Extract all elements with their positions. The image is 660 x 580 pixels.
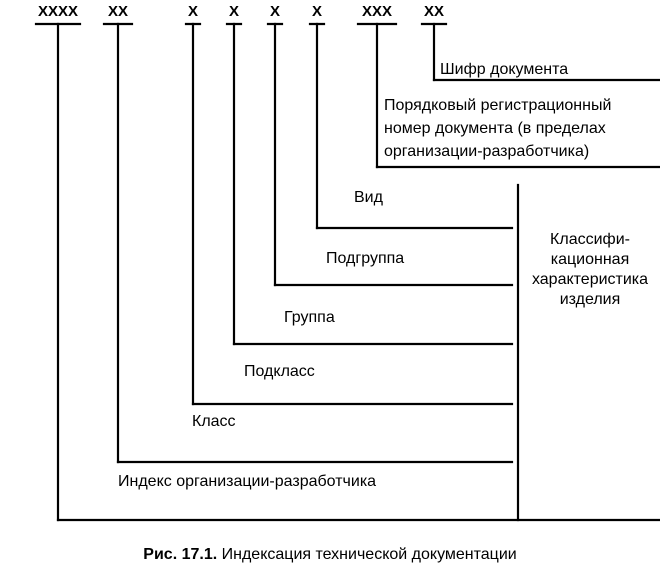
vertical-leaders [58,24,434,520]
figure-caption-text: Индексация технической документации [221,546,517,563]
label-reg-number-line1: Порядковый регистрационный [384,97,612,114]
code-doc-cipher: XX [423,3,445,20]
label-classification-2: кационная [550,251,630,268]
figure-number: Рис. 17.1. [143,546,218,563]
code-group: X [269,3,281,20]
label-class: Класс [192,413,236,430]
label-org-index: Индекс организации-разработчика [118,473,377,490]
label-doc-cipher: Шифр документа [440,61,569,78]
label-type: Вид [354,189,383,206]
label-classification-1: Классифи- [550,231,630,248]
label-group: Группа [284,309,335,326]
label-reg-number-line3: организации-разработчика) [384,143,590,160]
code-org: XX [107,3,129,20]
label-classification-3: характеристика [531,271,649,288]
code-reg-number: XXX [361,3,393,20]
label-subclass: Подкласс [244,363,315,380]
code-org-index: XXXX [37,3,79,20]
label-subgroup: Подгруппа [326,250,405,267]
code-class: X [187,3,199,20]
label-classification-4: изделия [559,291,621,308]
figure-caption [0,546,660,564]
label-reg-number-line2: номер документа (в пределах [384,120,606,137]
code-type: X [311,3,323,20]
code-subclass: X [228,3,240,20]
